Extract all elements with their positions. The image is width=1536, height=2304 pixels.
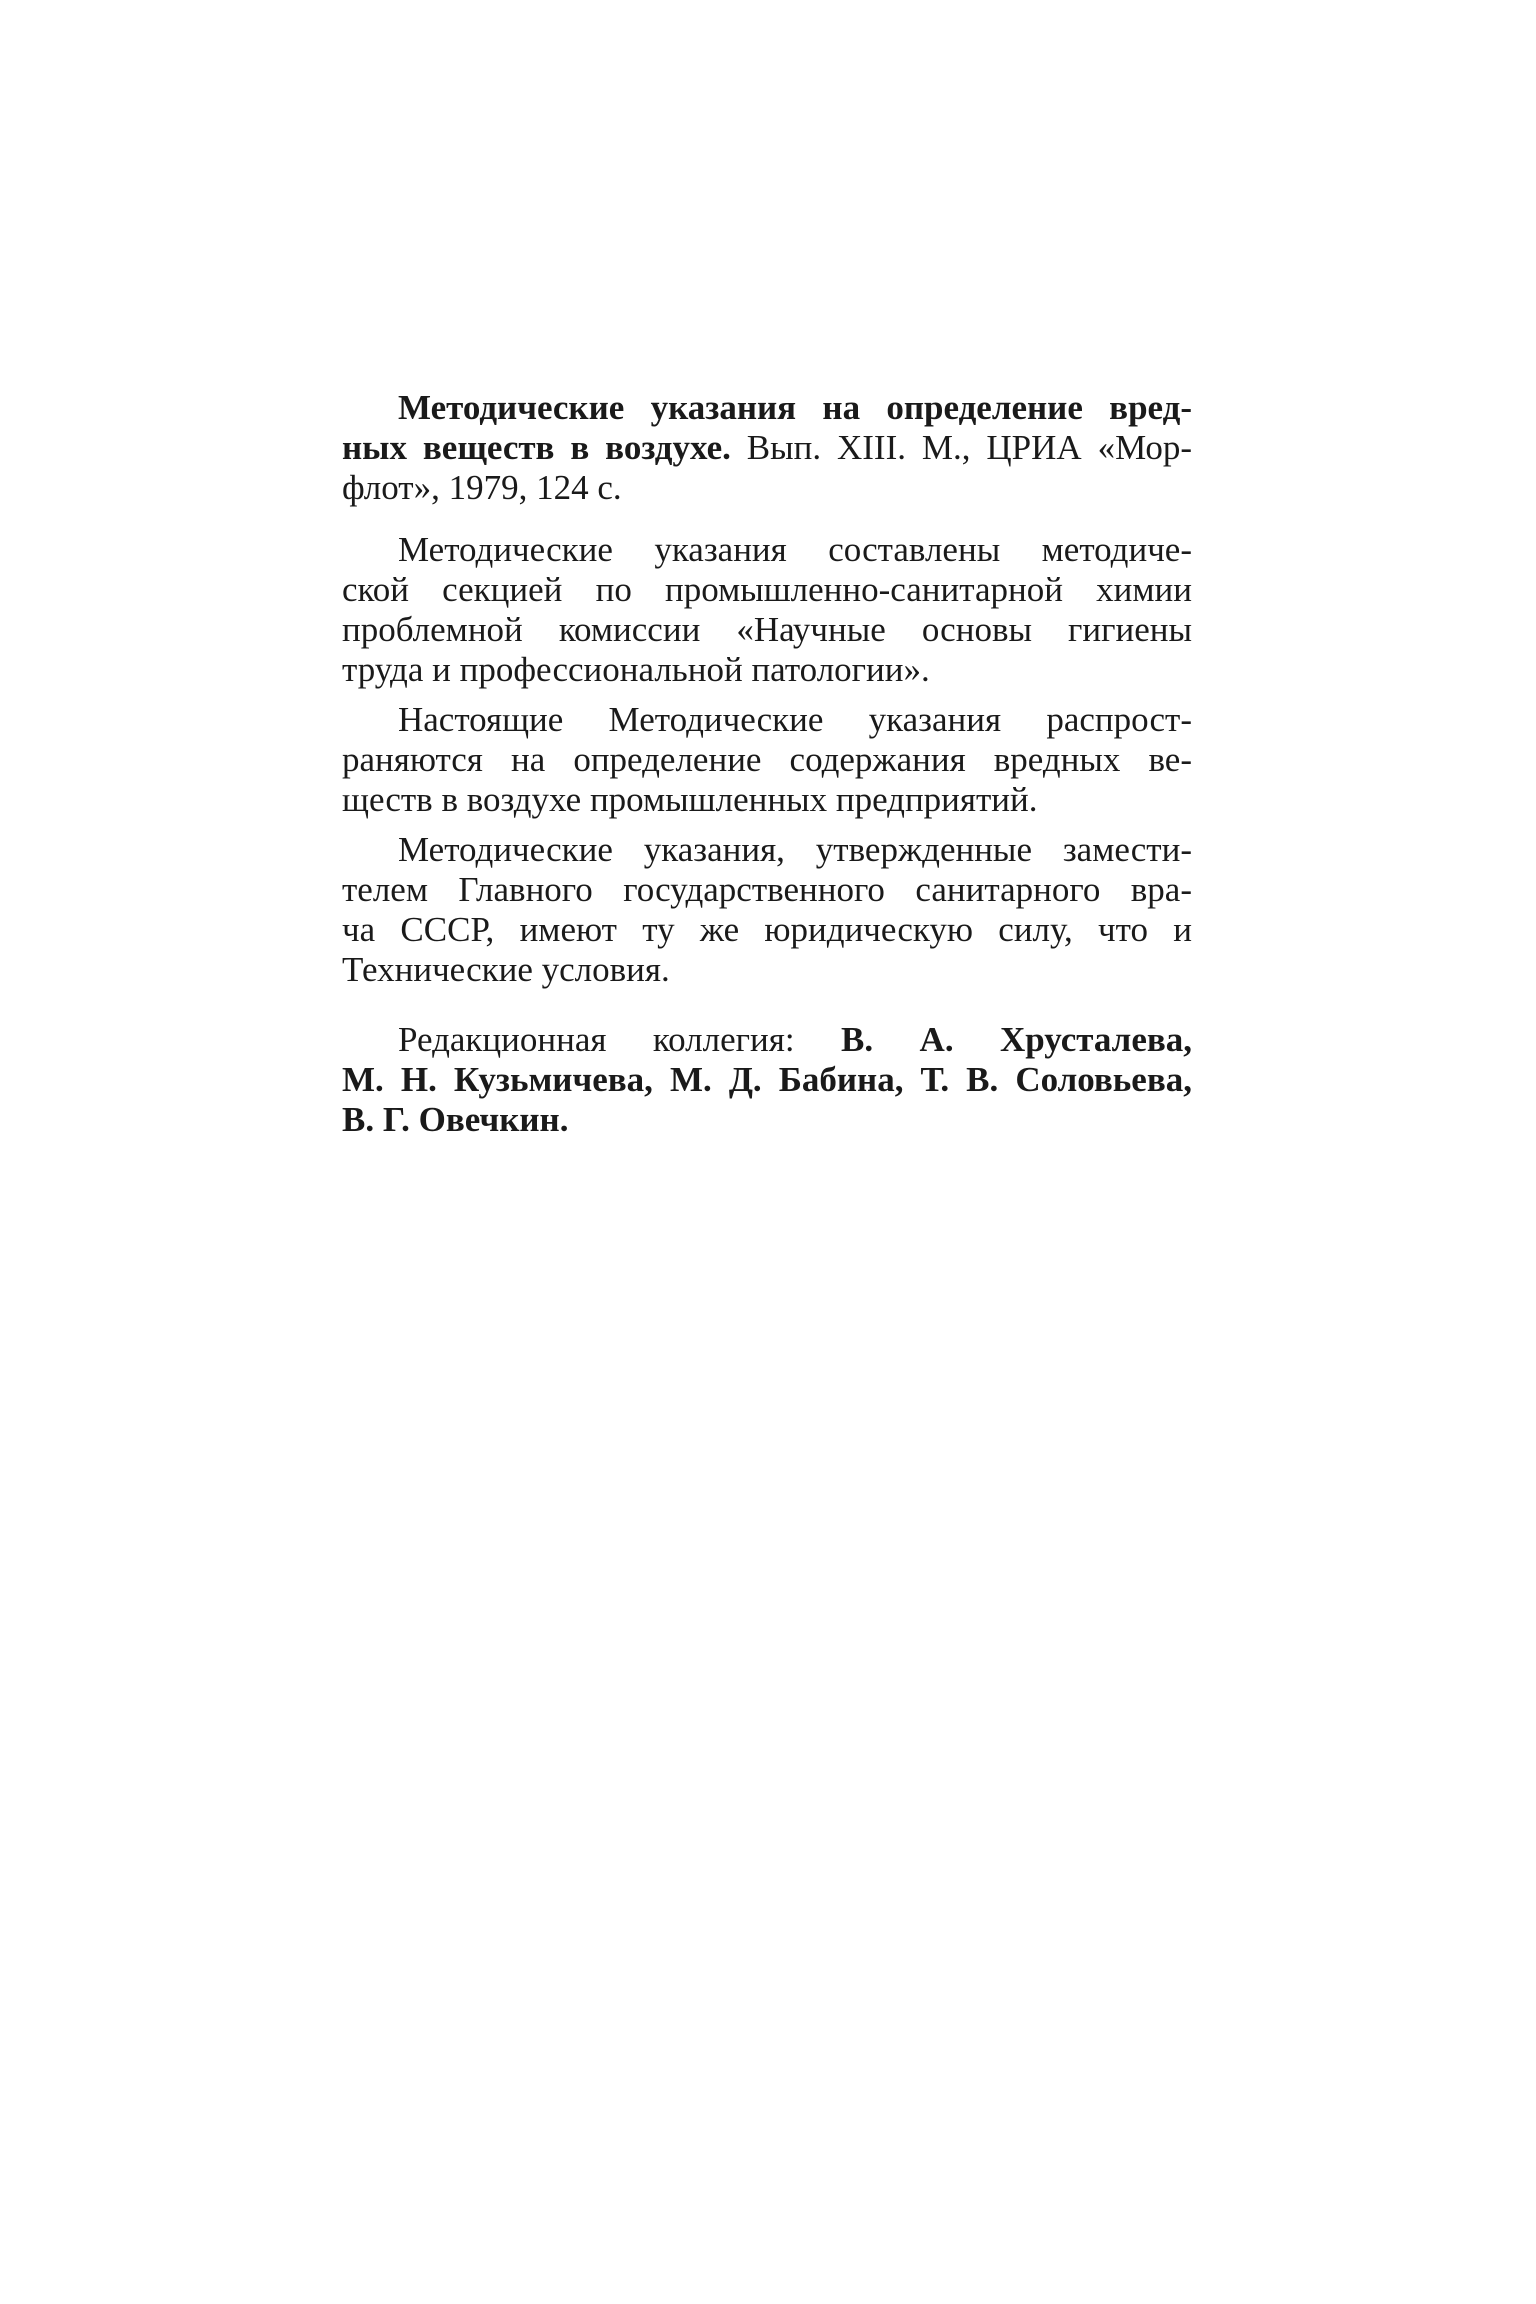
editors-label: Редакционная коллегия: [398, 1020, 842, 1059]
status-paragraph [342, 830, 1192, 990]
citation-line-3: флот», 1979, 124 с. [342, 468, 622, 507]
editors-line-3: В. Г. Овечкин. [342, 1100, 569, 1139]
intro-paragraph [342, 530, 1192, 690]
status-line-2: телем Главного государственного санитарного вра- [342, 870, 1192, 909]
scope-line-2: раняются на определение содержания вредных ве- [342, 740, 1192, 779]
status-line-4: Технические условия. [342, 950, 670, 989]
scope-line-3: ществ в воздухе промышленных предприятий. [342, 780, 1038, 819]
imprint-text-block [342, 388, 1192, 1140]
intro-line-4: труда и профессиональной патологии». [342, 650, 930, 689]
editors-line-2: М. Н. Кузьмичева, М. Д. Бабина, Т. В. Соловьева, [342, 1060, 1192, 1099]
citation-line-2-rest: Вып. XIII. М., ЦРИА «Мор- [730, 428, 1192, 467]
scope-paragraph [342, 700, 1192, 820]
editors-paragraph [342, 1020, 1192, 1140]
citation-line-2-bold: ных веществ в воздухе. [342, 428, 731, 467]
citation-line-2 [342, 428, 1192, 468]
citation-paragraph [342, 388, 1192, 508]
intro-line-1: Методические указания составлены методиче- [398, 530, 1192, 569]
scope-line-1: Настоящие Методические указания распрост- [398, 700, 1192, 739]
intro-line-2: ской секцией по промышленно-санитарной химии [342, 570, 1192, 609]
citation-line-1: Методические указания на определение вред- [398, 388, 1192, 427]
status-line-1: Методические указания, утвержденные замести- [398, 830, 1192, 869]
editors-line-1 [342, 1020, 1192, 1060]
editors-names-1: В. А. Хрусталева, [841, 1020, 1193, 1059]
status-line-3: ча СССР, имеют ту же юридическую силу, что и [342, 910, 1192, 949]
intro-line-3: проблемной комиссии «Научные основы гигиены [342, 610, 1192, 649]
